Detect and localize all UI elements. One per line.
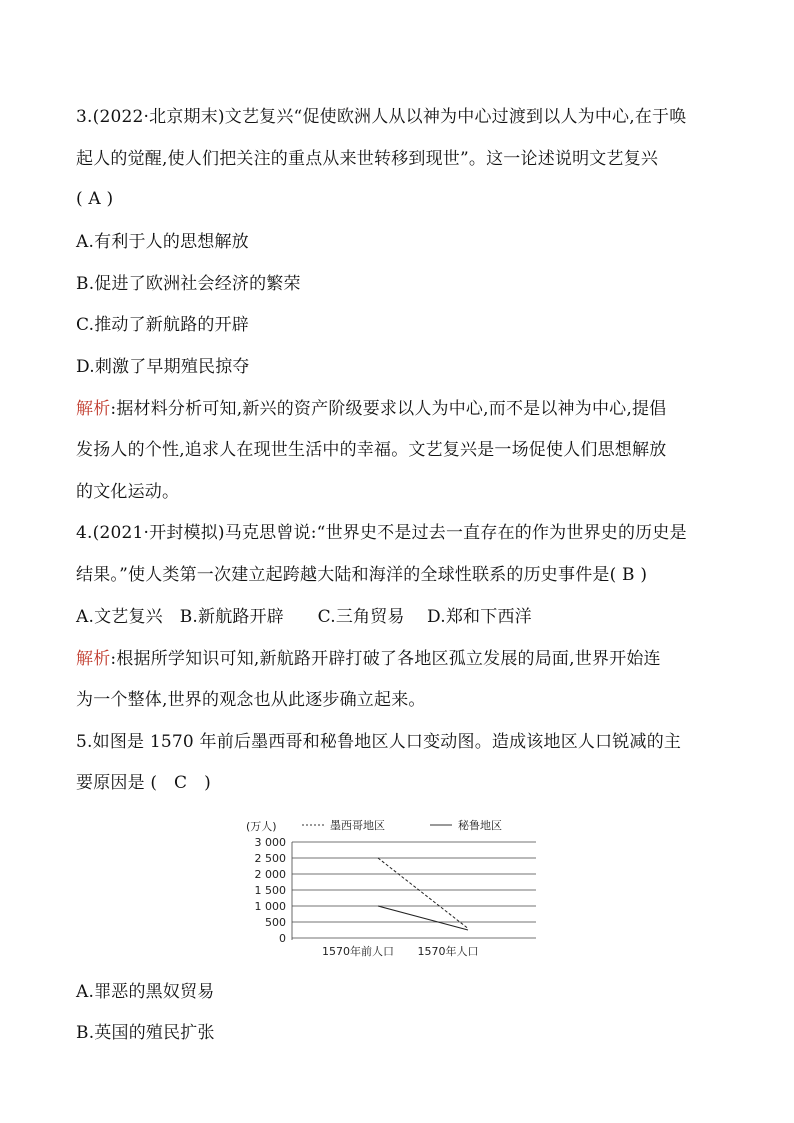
- population-line-chart: [240, 812, 540, 962]
- q4-analysis-line1: [76, 648, 661, 670]
- y-tick-label: 2 500: [254, 852, 286, 865]
- q3-option-c: C.推动了新航路的开辟: [76, 315, 250, 335]
- q5-stem-line1: 5.如图是 1570 年前后墨西哥和秘鲁地区人口变动图。造成该地区人口锐减的主: [76, 732, 682, 752]
- y-tick-label: 1 000: [254, 900, 286, 913]
- analysis-label: 解析: [76, 399, 111, 419]
- y-tick-label: 0: [279, 932, 286, 945]
- legend-label: 墨西哥地区: [330, 819, 385, 832]
- q3-stem-line2: 起人的觉醒,使人们把关注的重点从来世转移到现世”。这一论述说明文艺复兴: [76, 149, 659, 169]
- q5-stem-line2: 要原因是 ( C ): [76, 773, 211, 793]
- q3-analysis-line1: [76, 398, 666, 420]
- y-unit-label: (万人): [246, 820, 277, 833]
- y-tick-label: 500: [265, 916, 286, 929]
- q4-options: A.文艺复兴 B.新航路开辟 C.三角贸易 D.郑和下西洋: [76, 607, 532, 627]
- q3-option-b: B.促进了欧洲社会经济的繁荣: [76, 274, 301, 294]
- q4-stem-line1: 4.(2021·开封模拟)马克思曾说:“世界史不是过去一直存在的作为世界史的历史是: [76, 523, 687, 543]
- legend-label: 秘鲁地区: [458, 819, 502, 832]
- q5-option-b: B.英国的殖民扩张: [76, 1023, 215, 1043]
- q3-analysis-line2: 发扬人的个性,追求人在现世生活中的幸福。文艺复兴是一场促使人们思想解放: [76, 440, 667, 460]
- analysis-text: :据材料分析可知,新兴的资产阶级要求以人为中心,而不是以神为中心,提倡: [110, 399, 667, 419]
- y-tick-label: 3 000: [254, 836, 286, 849]
- analysis-text: :根据所学知识可知,新航路开辟打破了各地区孤立发展的局面,世界开始连: [110, 649, 661, 669]
- q4-stem-line2: 结果。”使人类第一次建立起跨越大陆和海洋的全球性联系的历史事件是( B ): [76, 565, 648, 585]
- x-tick-label: 1570年前人口: [322, 945, 394, 958]
- q3-stem-line1: 3.(2022·北京期末)文艺复兴“促使欧洲人从以神为中心过渡到以人为中心,在于唤: [76, 107, 687, 127]
- q5-option-a: A.罪恶的黑奴贸易: [76, 982, 215, 1002]
- q3-option-d: D.刺激了早期殖民掠夺: [76, 357, 250, 377]
- q3-answer: ( A ): [76, 189, 114, 209]
- x-tick-label: 1570年人口: [417, 945, 479, 958]
- y-tick-label: 2 000: [254, 868, 286, 881]
- q4-analysis-line2: 为一个整体,世界的观念也从此逐步确立起来。: [76, 690, 426, 710]
- q3-option-a: A.有利于人的思想解放: [76, 232, 249, 252]
- y-tick-label: 1 500: [254, 884, 286, 897]
- q3-analysis-line3: 的文化运动。: [76, 482, 180, 502]
- analysis-label: 解析: [76, 649, 111, 669]
